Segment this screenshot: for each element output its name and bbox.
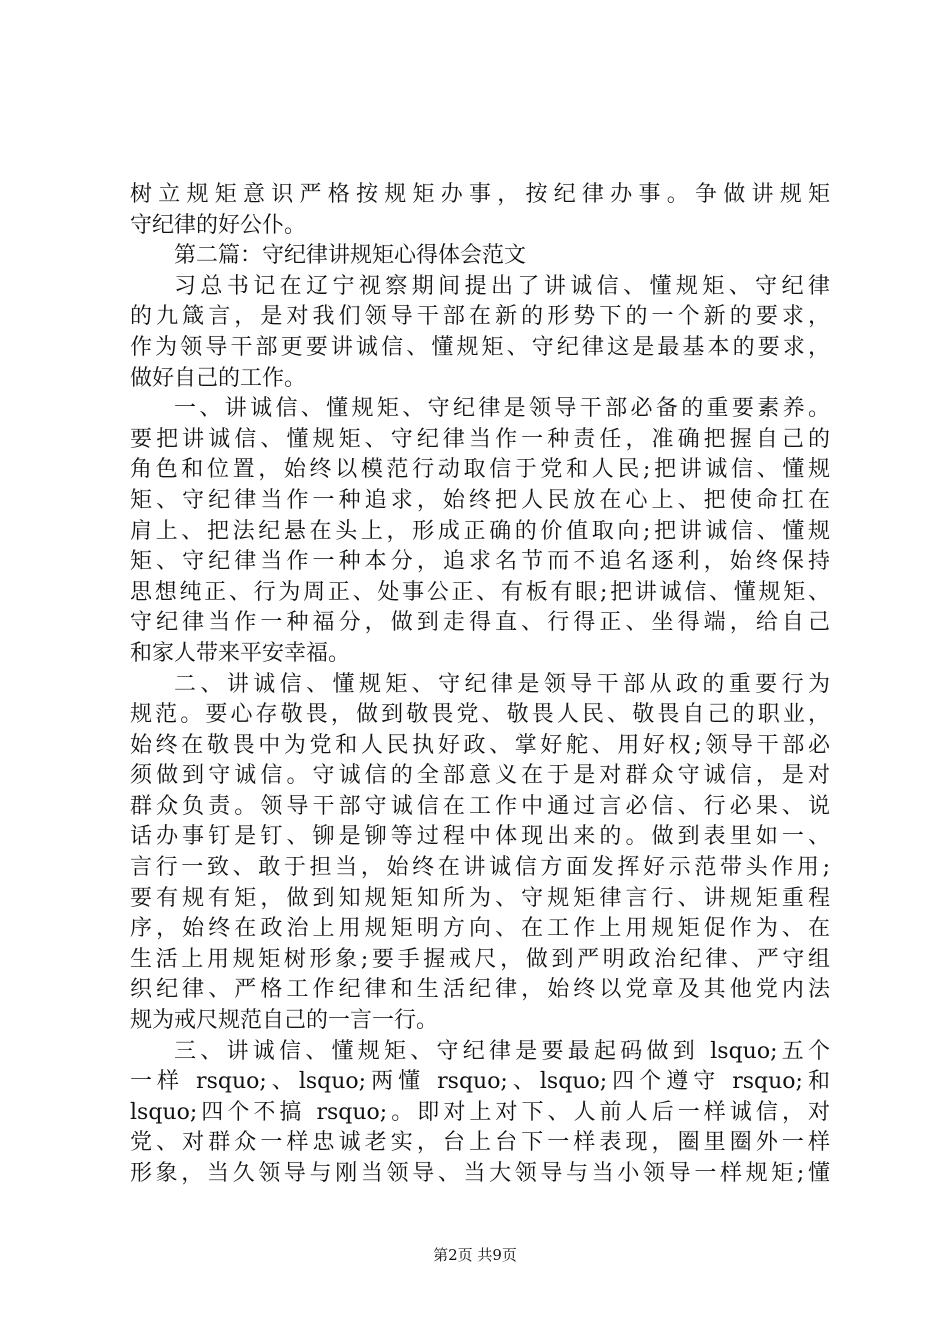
text-line: 和家人带来平安幸福。 — [130, 640, 351, 666]
text-line: 要有规有矩，做到知规矩知所为、守规矩律言行、讲规矩重程 — [130, 885, 830, 911]
text-line: 守纪律当作一种福分，做到走得直、行得正、坐得端，给自己 — [130, 610, 830, 636]
page-footer — [0, 1243, 950, 1267]
page-number-label: 第2页 共9页 — [433, 1246, 517, 1264]
text-line: 序，始终在政治上用规矩明方向、在工作上用规矩促作为、在 — [130, 916, 830, 942]
text-line: 角色和位置，始终以模范行动取信于党和人民;把讲诚信、懂规 — [130, 457, 830, 483]
text-line: 织纪律、严格工作纪律和生活纪律，始终以党章及其他党内法 — [130, 977, 830, 1003]
text-line: 一样 rsquo;、lsquo;两懂 rsquo;、lsquo;四个遵守 rsquo;和 — [130, 1069, 830, 1095]
text-line: 须做到守诚信。守诚信的全部意义在于是对群众守诚信，是对 — [130, 763, 830, 789]
text-line: 做好自己的工作。 — [130, 365, 307, 391]
text-line: 思想纯正、行为周正、处事公正、有板有眼;把讲诚信、懂规矩、 — [130, 579, 830, 605]
text-line: lsquo;四个不搞 rsquo;。即对上对下、人前人后一样诚信，对 — [130, 1099, 830, 1125]
text-line: 习总书记在辽宁视察期间提出了讲诚信、懂规矩、守纪律 — [174, 273, 830, 299]
text-line: 话办事钉是钉、铆是铆等过程中体现出来的。做到表里如一、 — [130, 824, 830, 850]
text-line: 肩上、把法纪悬在头上，形成正确的价值取向;把讲诚信、懂规 — [130, 518, 830, 544]
text-line: 三、讲诚信、懂规矩、守纪律是要最起码做到 lsquo;五个 — [174, 1038, 830, 1064]
text-line: 党、对群众一样忠诚老实，台上台下一样表现，圈里圈外一样 — [130, 1130, 830, 1156]
text-line: 作为领导干部更要讲诚信、懂规矩、守纪律这是最基本的要求， — [130, 334, 830, 360]
text-line: 群众负责。领导干部守诚信在工作中通过言必信、行必果、说 — [130, 793, 830, 819]
text-line: 矩、守纪律当作一种追求，始终把人民放在心上、把使命扛在 — [130, 487, 830, 513]
text-line: 规为戒尺规范自己的一言一行。 — [130, 1008, 439, 1034]
text-line: 矩、守纪律当作一种本分，追求名节而不追名逐利，始终保持 — [130, 549, 830, 575]
text-line: 守纪律的好公仆。 — [130, 212, 307, 238]
text-line: 要把讲诚信、懂规矩、守纪律当作一种责任，准确把握自己的 — [130, 426, 830, 452]
body-text — [130, 180, 830, 1190]
text-line: 的九箴言，是对我们领导干部在新的形势下的一个新的要求， — [130, 304, 830, 330]
text-line: 始终在敬畏中为党和人民执好政、掌好舵、用好权;领导干部必 — [130, 732, 830, 758]
text-line: 二、讲诚信、懂规矩、守纪律是领导干部从政的重要行为 — [174, 671, 830, 697]
text-line: 言行一致、敢于担当，始终在讲诚信方面发挥好示范带头作用; — [130, 855, 830, 881]
text-line: 一、讲诚信、懂规矩、守纪律是领导干部必备的重要素养。 — [174, 396, 830, 422]
text-line: 生活上用规矩树形象;要手握戒尺，做到严明政治纪律、严守组 — [130, 946, 830, 972]
text-line: 规范。要心存敬畏，做到敬畏党、敬畏人民、敬畏自己的职业， — [130, 702, 830, 728]
text-line: 形象，当久领导与刚当领导、当大领导与当小领导一样规矩;懂 — [130, 1161, 830, 1186]
text-line: 树立规矩意识严格按规矩办事，按纪律办事。争做讲规矩 — [130, 182, 830, 207]
section-heading: 第二篇：守纪律讲规矩心得体会范文 — [174, 243, 527, 269]
